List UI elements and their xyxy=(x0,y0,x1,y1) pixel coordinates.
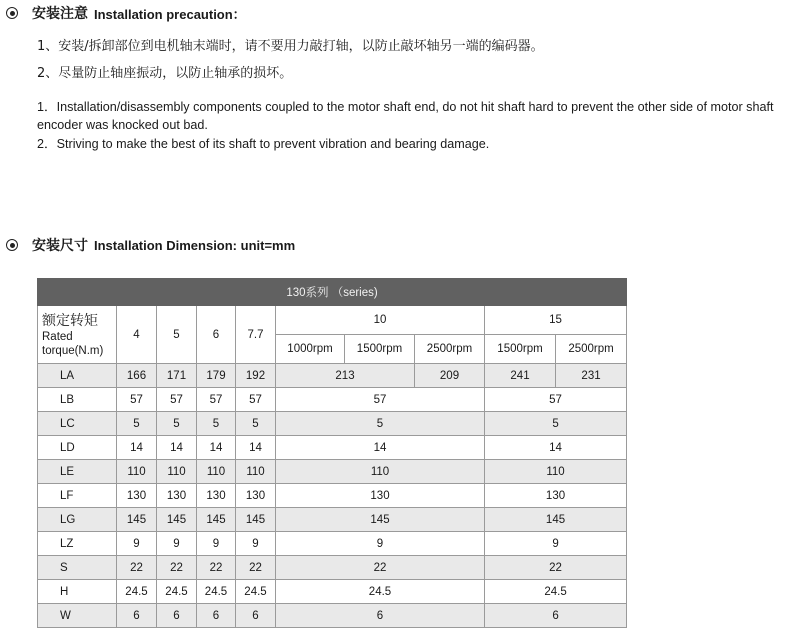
cell-value: 5 xyxy=(157,412,197,436)
cell-value: 231 xyxy=(556,364,627,388)
row-label: S xyxy=(38,556,117,580)
cell-value: 110 xyxy=(197,460,236,484)
cell-value: 130 xyxy=(117,484,157,508)
cell-value: 9 xyxy=(157,532,197,556)
cell-value: 5 xyxy=(236,412,276,436)
radio-bullet-icon xyxy=(6,7,18,19)
torque-header-10: 10 xyxy=(276,306,485,335)
cell-value: 110 xyxy=(236,460,276,484)
table-row xyxy=(38,532,627,556)
cell-value: 213 xyxy=(276,364,415,388)
rpm-header: 1500rpm xyxy=(345,335,415,364)
table-row xyxy=(38,604,627,628)
cell-value: 5 xyxy=(117,412,157,436)
row-label: H xyxy=(38,580,117,604)
row-label: LZ xyxy=(38,532,117,556)
cell-value: 22 xyxy=(236,556,276,580)
cell-value: 24.5 xyxy=(276,580,485,604)
torque-header-4: 4 xyxy=(117,306,157,364)
row-label: LF xyxy=(38,484,117,508)
cell-value: 22 xyxy=(485,556,627,580)
cell-value: 130 xyxy=(236,484,276,508)
row-label: LE xyxy=(38,460,117,484)
cell-value: 14 xyxy=(117,436,157,460)
cell-value: 9 xyxy=(485,532,627,556)
cell-value: 130 xyxy=(197,484,236,508)
cell-value: 179 xyxy=(197,364,236,388)
cell-value: 14 xyxy=(236,436,276,460)
cell-value: 57 xyxy=(197,388,236,412)
row-label: LB xyxy=(38,388,117,412)
precaution-item-cn-2: 2、尽量防止轴座振动，以防止轴承的损坏。 xyxy=(37,66,293,81)
cell-value: 22 xyxy=(157,556,197,580)
cell-value: 110 xyxy=(485,460,627,484)
cell-value: 24.5 xyxy=(157,580,197,604)
cell-value: 24.5 xyxy=(236,580,276,604)
cell-value: 22 xyxy=(197,556,236,580)
cell-value: 145 xyxy=(276,508,485,532)
cell-value: 130 xyxy=(276,484,485,508)
cell-value: 14 xyxy=(157,436,197,460)
cell-value: 241 xyxy=(485,364,556,388)
table-row xyxy=(38,436,627,460)
cell-value: 22 xyxy=(276,556,485,580)
table-row xyxy=(38,412,627,436)
cell-value: 110 xyxy=(157,460,197,484)
table-row xyxy=(38,580,627,604)
rated-torque-header xyxy=(38,306,117,364)
cell-value: 166 xyxy=(117,364,157,388)
rpm-header: 2500rpm xyxy=(415,335,485,364)
table-row xyxy=(38,484,627,508)
cell-value: 171 xyxy=(157,364,197,388)
cell-value: 110 xyxy=(276,460,485,484)
torque-header-6: 6 xyxy=(197,306,236,364)
cell-value: 5 xyxy=(485,412,627,436)
rpm-header: 1500rpm xyxy=(485,335,556,364)
rated-torque-en-2: torque(N.m) xyxy=(42,344,104,357)
table-row xyxy=(38,460,627,484)
cell-value: 5 xyxy=(197,412,236,436)
precaution-item-cn-1: 1、安装/拆卸部位到电机轴末端时，请不要用力敲打轴，以防止敲坏轴另一端的编码器。 xyxy=(37,39,544,54)
cell-value: 14 xyxy=(485,436,627,460)
dimension-title-en: Installation Dimension: unit=mm xyxy=(94,237,296,253)
precaution-item-en-1: 1．Installation/disassembly components coupled to the motor shaft end, do not hit shaft hard to prevent the other side of motor shaft encoder was knocked out bad. xyxy=(37,100,774,132)
cell-value: 6 xyxy=(157,604,197,628)
cell-value: 6 xyxy=(236,604,276,628)
cell-value: 145 xyxy=(236,508,276,532)
cell-value: 6 xyxy=(276,604,485,628)
cell-value: 5 xyxy=(276,412,485,436)
precaution-title-en: Installation precaution： xyxy=(94,6,246,22)
row-label: W xyxy=(38,604,117,628)
cell-value: 145 xyxy=(157,508,197,532)
cell-value: 14 xyxy=(276,436,485,460)
table-row xyxy=(38,364,627,388)
table-row xyxy=(38,556,627,580)
cell-value: 57 xyxy=(485,388,627,412)
cell-value: 24.5 xyxy=(117,580,157,604)
table-series-row xyxy=(38,279,627,306)
torque-header-5: 5 xyxy=(157,306,197,364)
row-label: LG xyxy=(38,508,117,532)
cell-value: 57 xyxy=(157,388,197,412)
precaution-title-cn: 安装注意 xyxy=(32,6,88,22)
cell-value: 145 xyxy=(485,508,627,532)
table-row xyxy=(38,508,627,532)
cell-value: 130 xyxy=(157,484,197,508)
dimension-table xyxy=(37,278,627,628)
torque-header-15: 15 xyxy=(485,306,627,335)
rated-torque-cn: 额定转矩 xyxy=(42,312,98,329)
cell-value: 130 xyxy=(485,484,627,508)
cell-value: 145 xyxy=(197,508,236,532)
cell-value: 57 xyxy=(236,388,276,412)
precaution-item-en-2: 2．Striving to make the best of its shaft to prevent vibration and bearing damage. xyxy=(37,137,490,151)
cell-value: 9 xyxy=(117,532,157,556)
row-label: LC xyxy=(38,412,117,436)
cell-value: 9 xyxy=(276,532,485,556)
cell-value: 24.5 xyxy=(197,580,236,604)
cell-value: 145 xyxy=(117,508,157,532)
cell-value: 192 xyxy=(236,364,276,388)
table-row xyxy=(38,388,627,412)
dimension-title-cn: 安装尺寸 xyxy=(32,238,88,254)
rpm-header: 1000rpm xyxy=(276,335,345,364)
series-title: 130系列 （series) xyxy=(38,279,627,306)
cell-value: 9 xyxy=(197,532,236,556)
cell-value: 110 xyxy=(117,460,157,484)
cell-value: 57 xyxy=(276,388,485,412)
cell-value: 57 xyxy=(117,388,157,412)
row-label: LA xyxy=(38,364,117,388)
precaution-heading xyxy=(6,3,246,23)
rpm-header: 2500rpm xyxy=(556,335,627,364)
cell-value: 9 xyxy=(236,532,276,556)
cell-value: 14 xyxy=(197,436,236,460)
row-label: LD xyxy=(38,436,117,460)
cell-value: 6 xyxy=(117,604,157,628)
cell-value: 209 xyxy=(415,364,485,388)
cell-value: 24.5 xyxy=(485,580,627,604)
table-header-row xyxy=(38,306,627,335)
cell-value: 6 xyxy=(197,604,236,628)
torque-header-7-7: 7.7 xyxy=(236,306,276,364)
dimension-heading xyxy=(6,235,295,255)
cell-value: 22 xyxy=(117,556,157,580)
radio-bullet-icon xyxy=(6,239,18,251)
cell-value: 6 xyxy=(485,604,627,628)
rated-torque-en-1: Rated xyxy=(42,330,73,343)
